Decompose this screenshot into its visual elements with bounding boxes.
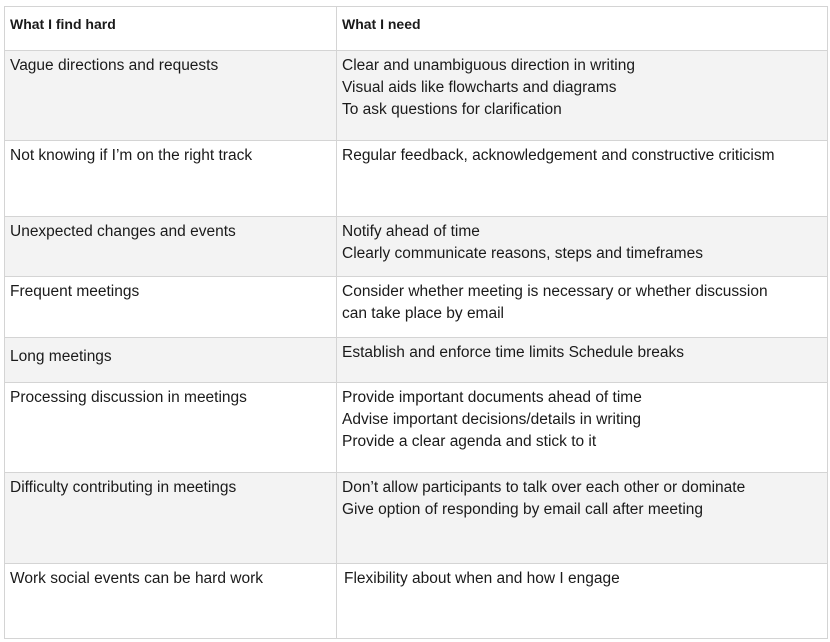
need-line: Give option of responding by email call after meeting bbox=[342, 501, 704, 518]
hard-cell: Work social events can be hard work bbox=[5, 564, 337, 639]
hard-cell: Long meetings bbox=[5, 338, 337, 383]
hard-cell: Not knowing if I’m on the right track bbox=[5, 141, 337, 217]
need-line: Advise important decisions/details in writing bbox=[342, 411, 641, 428]
hard-cell: Processing discussion in meetings bbox=[5, 383, 337, 473]
table-row bbox=[5, 383, 828, 473]
table-row bbox=[5, 217, 828, 277]
need-cell bbox=[337, 277, 828, 338]
need-line: Flexibility about when and how I engage bbox=[344, 570, 620, 587]
header-need: What I need bbox=[337, 7, 828, 51]
need-line: Visual aids like flowcharts and diagrams bbox=[342, 79, 617, 96]
hard-cell: Vague directions and requests bbox=[5, 51, 337, 141]
need-line: Notify ahead of time bbox=[342, 223, 480, 240]
hard-cell: Frequent meetings bbox=[5, 277, 337, 338]
need-line: Regular feedback, acknowledgement and constructive criticism bbox=[342, 147, 775, 164]
table-row bbox=[5, 473, 828, 564]
need-cell bbox=[337, 473, 828, 564]
table-row bbox=[5, 277, 828, 338]
header-row bbox=[5, 7, 828, 51]
needs-table bbox=[4, 6, 828, 639]
header-hard: What I find hard bbox=[5, 7, 337, 51]
table-row bbox=[5, 141, 828, 217]
need-cell bbox=[337, 141, 828, 217]
need-cell bbox=[337, 51, 828, 141]
need-cell bbox=[337, 564, 828, 639]
need-cell bbox=[337, 217, 828, 277]
hard-cell: Difficulty contributing in meetings bbox=[5, 473, 337, 564]
need-line: Don’t allow participants to talk over each other or dominate bbox=[342, 479, 746, 496]
table-row bbox=[5, 51, 828, 141]
need-line: Provide a clear agenda and stick to it bbox=[342, 433, 597, 450]
table-row bbox=[5, 564, 828, 639]
need-line: Provide important documents ahead of time bbox=[342, 389, 642, 406]
need-line: Establish and enforce time limits Schedule breaks bbox=[342, 344, 685, 361]
need-line: can take place by email bbox=[342, 305, 504, 322]
hard-cell: Unexpected changes and events bbox=[5, 217, 337, 277]
need-line: Consider whether meeting is necessary or whether discussion bbox=[342, 283, 768, 300]
table-row bbox=[5, 338, 828, 383]
need-line: Clear and unambiguous direction in writing bbox=[342, 57, 635, 74]
need-line: To ask questions for clarification bbox=[342, 101, 562, 118]
need-cell bbox=[337, 383, 828, 473]
need-line: Clearly communicate reasons, steps and timeframes bbox=[342, 245, 703, 262]
need-cell bbox=[337, 338, 828, 383]
